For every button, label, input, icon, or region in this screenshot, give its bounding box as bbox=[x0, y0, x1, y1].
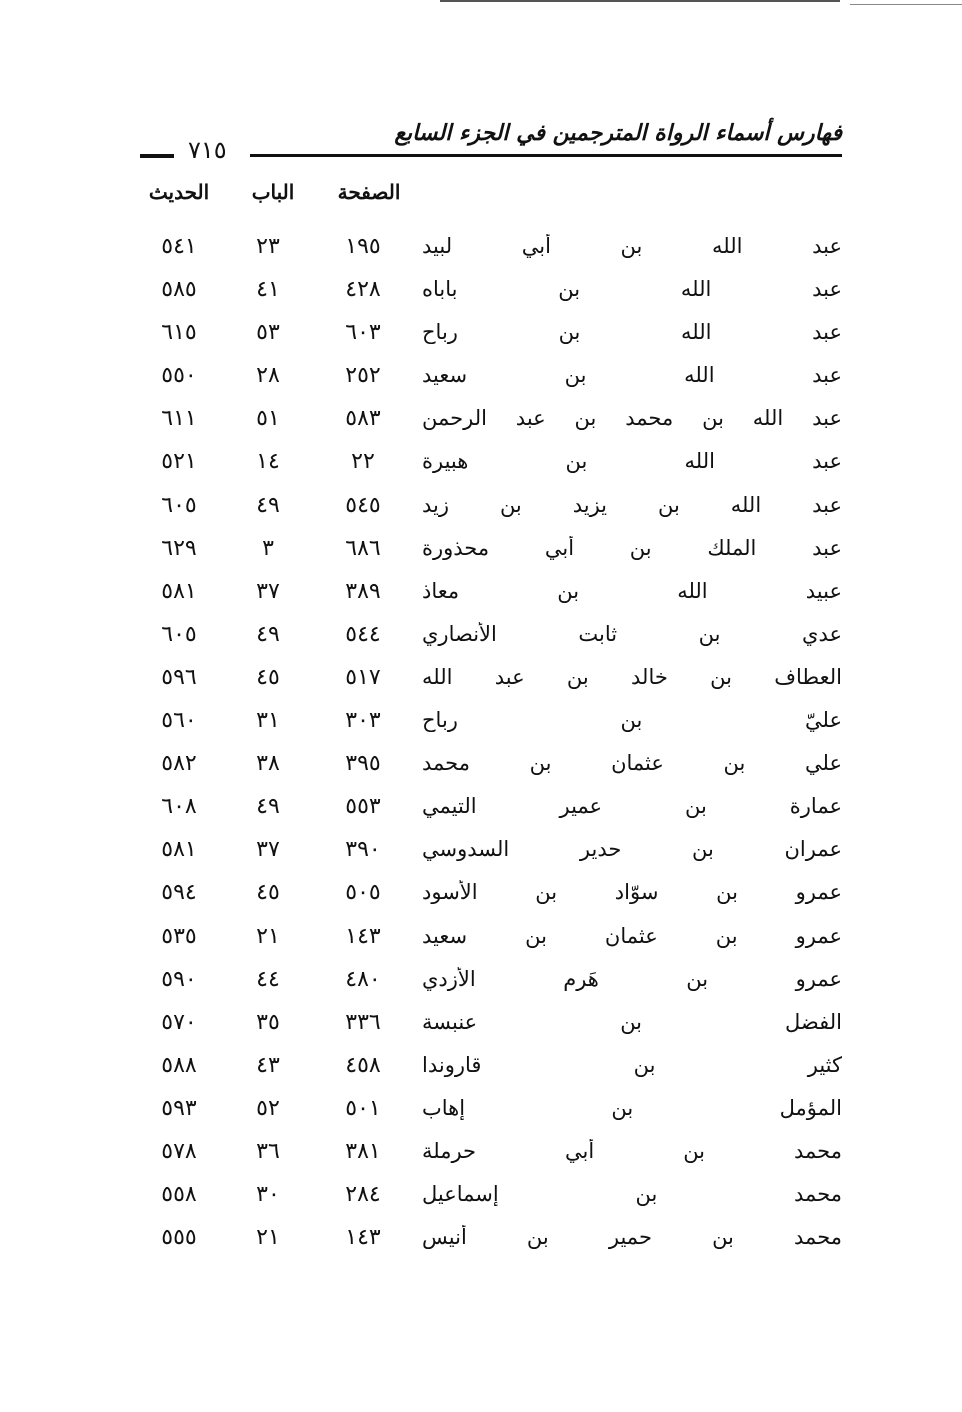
hadith-cell: ٦٠٨ bbox=[161, 794, 197, 820]
page-cell: ٣٠٣ bbox=[345, 708, 381, 734]
table-row bbox=[0, 575, 962, 618]
bab-cell: ٤٩ bbox=[256, 794, 280, 820]
bab-cell: ٤٩ bbox=[256, 621, 280, 647]
page-title: فهارس أسماء الرواة المترجمين في الجزء السابع bbox=[394, 120, 842, 146]
table-row bbox=[0, 704, 962, 747]
table-row bbox=[0, 1092, 962, 1135]
table-row bbox=[0, 1006, 962, 1049]
page-cell: ٣٨٩ bbox=[345, 578, 381, 604]
table-row bbox=[0, 618, 962, 661]
bab-cell: ٢٨ bbox=[256, 363, 280, 389]
table-row bbox=[0, 661, 962, 704]
narrator-name: عمران بن حدير السدوسي bbox=[422, 837, 842, 862]
hadith-cell: ٥٨١ bbox=[161, 578, 197, 604]
narrator-name: الفضل بن عنبسة bbox=[422, 1009, 842, 1034]
narrator-name: عبد الله بن يزيد بن زيد bbox=[422, 492, 842, 517]
top-edge-rule bbox=[440, 0, 840, 2]
header-divider bbox=[250, 154, 842, 157]
narrator-name: علي بن عثمان بن محمد bbox=[422, 751, 842, 776]
hadith-cell: ٥٥٥ bbox=[161, 1225, 197, 1251]
hadith-cell: ٥٨٢ bbox=[161, 751, 197, 777]
table-row bbox=[0, 445, 962, 488]
narrator-name: العطاف بن خالد بن عبد الله bbox=[422, 664, 842, 689]
narrator-name: عليّ بن رباح bbox=[422, 708, 842, 733]
narrator-name: عبد الله بن باباه bbox=[422, 277, 842, 302]
column-header-page: الصفحة bbox=[337, 180, 401, 204]
narrator-name: عبد الله بن محمد بن عبد الرحمن bbox=[422, 406, 842, 431]
hadith-cell: ٥٩٤ bbox=[161, 880, 197, 906]
narrator-name: عبد الملك بن أبي محذورة bbox=[422, 535, 842, 560]
narrator-name: عبيد الله بن معاذ bbox=[422, 578, 842, 603]
hadith-cell: ٥٨٨ bbox=[161, 1052, 197, 1078]
hadith-cell: ٦٢٩ bbox=[161, 535, 197, 561]
page-number: ٧١٥ bbox=[188, 136, 227, 164]
table-row bbox=[0, 876, 962, 919]
table-row bbox=[0, 747, 962, 790]
bab-cell: ٣٦ bbox=[256, 1138, 280, 1164]
column-header-hadith: الحديث bbox=[148, 180, 210, 204]
hadith-cell: ٥٥٨ bbox=[161, 1182, 197, 1208]
top-edge-rule-right bbox=[850, 4, 962, 5]
hadith-cell: ٥٢١ bbox=[161, 449, 197, 475]
narrator-name: محمد بن حمير بن أنيس bbox=[422, 1225, 842, 1250]
table-row bbox=[0, 1049, 962, 1092]
table-row bbox=[0, 316, 962, 359]
narrator-name: كثير بن قاروندا bbox=[422, 1052, 842, 1077]
hadith-cell: ٥٨٥ bbox=[161, 277, 197, 303]
table-row bbox=[0, 273, 962, 316]
page-cell: ٥٠٥ bbox=[345, 880, 381, 906]
page-cell: ١٩٥ bbox=[345, 234, 381, 259]
bab-cell: ٢١ bbox=[256, 923, 280, 949]
narrator-name: عمرو بن سوّاد بن الأسود bbox=[422, 880, 842, 905]
page-cell: ٥٥٣ bbox=[345, 794, 381, 820]
page-cell: ٥١٧ bbox=[345, 664, 381, 690]
page-cell: ٢٨٤ bbox=[345, 1182, 381, 1208]
page-cell: ٢٥٢ bbox=[345, 363, 381, 389]
bab-cell: ٥٢ bbox=[256, 1095, 280, 1121]
page-cell: ٢٢ bbox=[351, 449, 375, 475]
table-row bbox=[0, 833, 962, 876]
table-row bbox=[0, 920, 962, 963]
table-row bbox=[0, 532, 962, 575]
table-row bbox=[0, 230, 962, 273]
bab-cell: ٤٥ bbox=[256, 880, 280, 906]
page-cell: ٥٠١ bbox=[345, 1095, 381, 1121]
narrator-name: المؤمل بن إهاب bbox=[422, 1095, 842, 1120]
page-cell: ١٤٣ bbox=[345, 1225, 381, 1251]
bab-cell: ٤٣ bbox=[256, 1052, 280, 1078]
narrator-name: عبد الله بن هبيرة bbox=[422, 449, 842, 474]
table-row bbox=[0, 489, 962, 532]
page-cell: ٤٨٠ bbox=[345, 966, 381, 992]
hadith-cell: ٥٨١ bbox=[161, 837, 197, 863]
bab-cell: ٣٠ bbox=[256, 1182, 280, 1208]
column-header-bab: الباب bbox=[251, 180, 295, 204]
narrator-name: محمد بن أبي حرملة bbox=[422, 1138, 842, 1163]
page-cell: ٣٩٥ bbox=[345, 751, 381, 777]
page-header bbox=[140, 118, 842, 168]
bab-cell: ١٤ bbox=[256, 449, 280, 475]
bab-cell: ٢٣ bbox=[256, 234, 280, 259]
narrator-name: عبد الله بن رباح bbox=[422, 320, 842, 345]
narrator-name: عمرو بن عثمان بن سعيد bbox=[422, 923, 842, 948]
page-cell: ٥٤٥ bbox=[345, 492, 381, 518]
narrator-name: عمارة بن عمير التيمي bbox=[422, 794, 842, 819]
page-cell: ٤٥٨ bbox=[345, 1052, 381, 1078]
hadith-cell: ٥٧٨ bbox=[161, 1138, 197, 1164]
hadith-cell: ٥٥٠ bbox=[161, 363, 197, 389]
hadith-cell: ٥٩٣ bbox=[161, 1095, 197, 1121]
table-row bbox=[0, 790, 962, 833]
narrator-name: عمرو بن هَرِم الأزدي bbox=[422, 966, 842, 991]
table-row bbox=[0, 963, 962, 1006]
page-cell: ٤٢٨ bbox=[345, 277, 381, 303]
hadith-cell: ٥٩٦ bbox=[161, 664, 197, 690]
page-cell: ٣٨١ bbox=[345, 1138, 381, 1164]
column-headers bbox=[0, 180, 962, 220]
bab-cell: ٣١ bbox=[256, 708, 280, 734]
table-row bbox=[0, 359, 962, 402]
bab-cell: ٣ bbox=[262, 535, 274, 561]
page-cell: ٥٨٣ bbox=[345, 406, 381, 432]
bab-cell: ٣٧ bbox=[256, 837, 280, 863]
table-row bbox=[0, 1178, 962, 1221]
hadith-cell: ٦٠٥ bbox=[161, 492, 197, 518]
hadith-cell: ٥٣٥ bbox=[161, 923, 197, 949]
page-cell: ٣٣٦ bbox=[345, 1009, 381, 1035]
page-cell: ٣٩٠ bbox=[345, 837, 381, 863]
page-cell: ٦٠٣ bbox=[345, 320, 381, 346]
hadith-cell: ٥٦٠ bbox=[161, 708, 197, 734]
narrator-name: عبد الله بن أبي لبيد bbox=[422, 234, 842, 258]
bab-cell: ٤٩ bbox=[256, 492, 280, 518]
page-number-dash bbox=[140, 154, 174, 158]
table-row bbox=[0, 402, 962, 445]
narrator-name: عدي بن ثابت الأنصاري bbox=[422, 621, 842, 646]
table-row bbox=[0, 1221, 962, 1264]
narrator-index-table bbox=[0, 230, 962, 1264]
page-cell: ١٤٣ bbox=[345, 923, 381, 949]
hadith-cell: ٦١١ bbox=[161, 406, 197, 432]
page-cell: ٥٤٤ bbox=[345, 621, 381, 647]
bab-cell: ٢١ bbox=[256, 1225, 280, 1251]
hadith-cell: ٦٠٥ bbox=[161, 621, 197, 647]
bab-cell: ٣٨ bbox=[256, 751, 280, 777]
bab-cell: ٣٧ bbox=[256, 578, 280, 604]
bab-cell: ٣٥ bbox=[256, 1009, 280, 1035]
hadith-cell: ٦١٥ bbox=[161, 320, 197, 346]
table-row bbox=[0, 1135, 962, 1178]
bab-cell: ٤١ bbox=[256, 277, 280, 303]
bab-cell: ٥١ bbox=[256, 406, 280, 432]
hadith-cell: ٥٧٠ bbox=[161, 1009, 197, 1035]
bab-cell: ٤٤ bbox=[256, 966, 280, 992]
bab-cell: ٥٣ bbox=[256, 320, 280, 346]
bab-cell: ٤٥ bbox=[256, 664, 280, 690]
hadith-cell: ٥٩٠ bbox=[161, 966, 197, 992]
page-cell: ٦٨٦ bbox=[345, 535, 381, 561]
narrator-name: عبد الله بن سعيد bbox=[422, 363, 842, 388]
hadith-cell: ٥٤١ bbox=[161, 234, 197, 259]
narrator-name: محمد بن إسماعيل bbox=[422, 1182, 842, 1207]
